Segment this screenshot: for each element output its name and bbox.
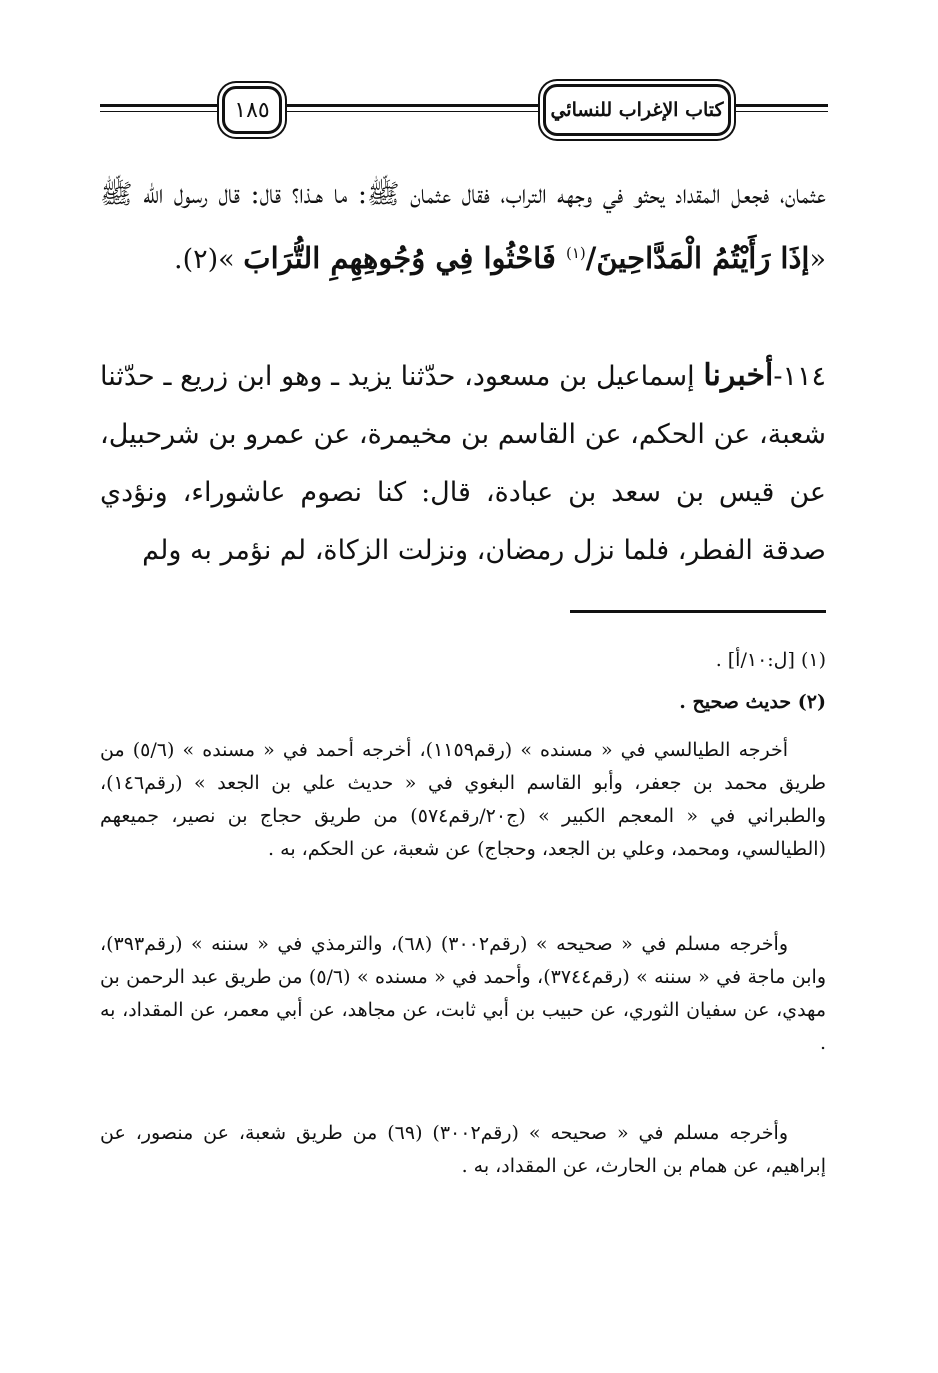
header-rule-mid-bottom [276,111,546,112]
footnote-2-para-1 [100,734,826,866]
paragraph-hadith [100,166,826,289]
footnote-2-para-2-text: وأخرجه مسلم في « صحيحه » (رقم٣٠٠٢) (٦٨)، والترمذي في « سننه » (رقم٣٩٣)، وابن ماجة في « سننه » (رقم٣٧٤٤)، وأحمد في « مسنده » (٥/٦) من طريق عبد الرحمن بن مهدي، عن سفيان الثوري، عن حبيب بن أبي ثابت، عن مجاهد، عن أبي معمر، عن المقداد، به . [100,933,826,1054]
footnote-1 [100,644,826,677]
page-number: ١٨٥ [222,86,282,134]
para2-text: إسماعيل بن مسعود، حدّثنا يزيد ـ وهو ابن زريع ـ حدّثنا شعبة، عن الحكم، عن القاسم بن مخيمرة، عن عمرو بن شرحبيل، عن قيس بن سعد بن عبادة، قال: كنا نصوم عاشوراء، ونؤدي صدقة الفطر، فلما نزل رمضان، ونزلت الزكاة، لم نؤمر به ولم [100,361,826,566]
footnote-1-text: (١) [ل:١٠/أ] . [715,649,826,671]
hadith-number: ١١٤- [773,361,826,392]
hadith-text: إذَا رَأَيْتُمُ الْمَدَّاحِينَ/ [585,241,810,275]
footnote-2-para-1-text: أخرجه الطيالسي في « مسنده » (رقم١١٥٩)، أخرجه أحمد في « مسنده » (٥/٦) من طريق محمد بن جعفر، وأبو القاسم البغوي في « حديث علي بن الجعد » (رقم١٤٦)، والطبراني في « المعجم الكبير » (ج٢٠/رقم٥٧٤) من طريق حجاج بن نصير، جميعهم (الطيالسي، ومحمد، وعلي بن الجعد، وحجاج) عن شعبة، عن الحكم، به . [100,739,826,860]
book-title: كتاب الإغراب للنسائي [543,84,731,136]
akhbarana-word: أخبرنا [703,358,774,393]
header-rule-right-bottom [722,111,828,112]
footnote-2 [100,686,826,719]
hadith-text-2: فَاحْثُوا فِي وُجُوهِهِمِ التُّرَابَ [243,241,566,275]
header-rule-mid-top [276,104,546,107]
header-rule-left-top [100,104,230,107]
footnote-2-para-3-text: وأخرجه مسلم في « صحيحه » (رقم٣٠٠٢) (٦٩) من طريق شعبة، عن منصور، عن إبراهيم، عن همام بن الحارث، عن المقداد، به . [100,1122,826,1177]
footnote-2-para-2 [100,928,826,1060]
para1-text: عثمان، فجعل المقداد يحثو في وجهه التراب، فقال عثمان ﷺ: ما هـذا؟ قال: قال رسول الله ﷺ « [100,179,826,275]
header-rule-right-top [722,104,828,107]
header-rule-left-bottom [100,111,230,112]
footnote-ref-1: (١) [565,244,586,262]
footnote-separator [570,610,826,613]
para1-end: »(٢). [173,244,244,275]
footnote-2-para-3 [100,1117,826,1183]
paragraph-114 [100,347,826,580]
footnote-2-text: (٢) حديث صحيح . [679,691,826,713]
